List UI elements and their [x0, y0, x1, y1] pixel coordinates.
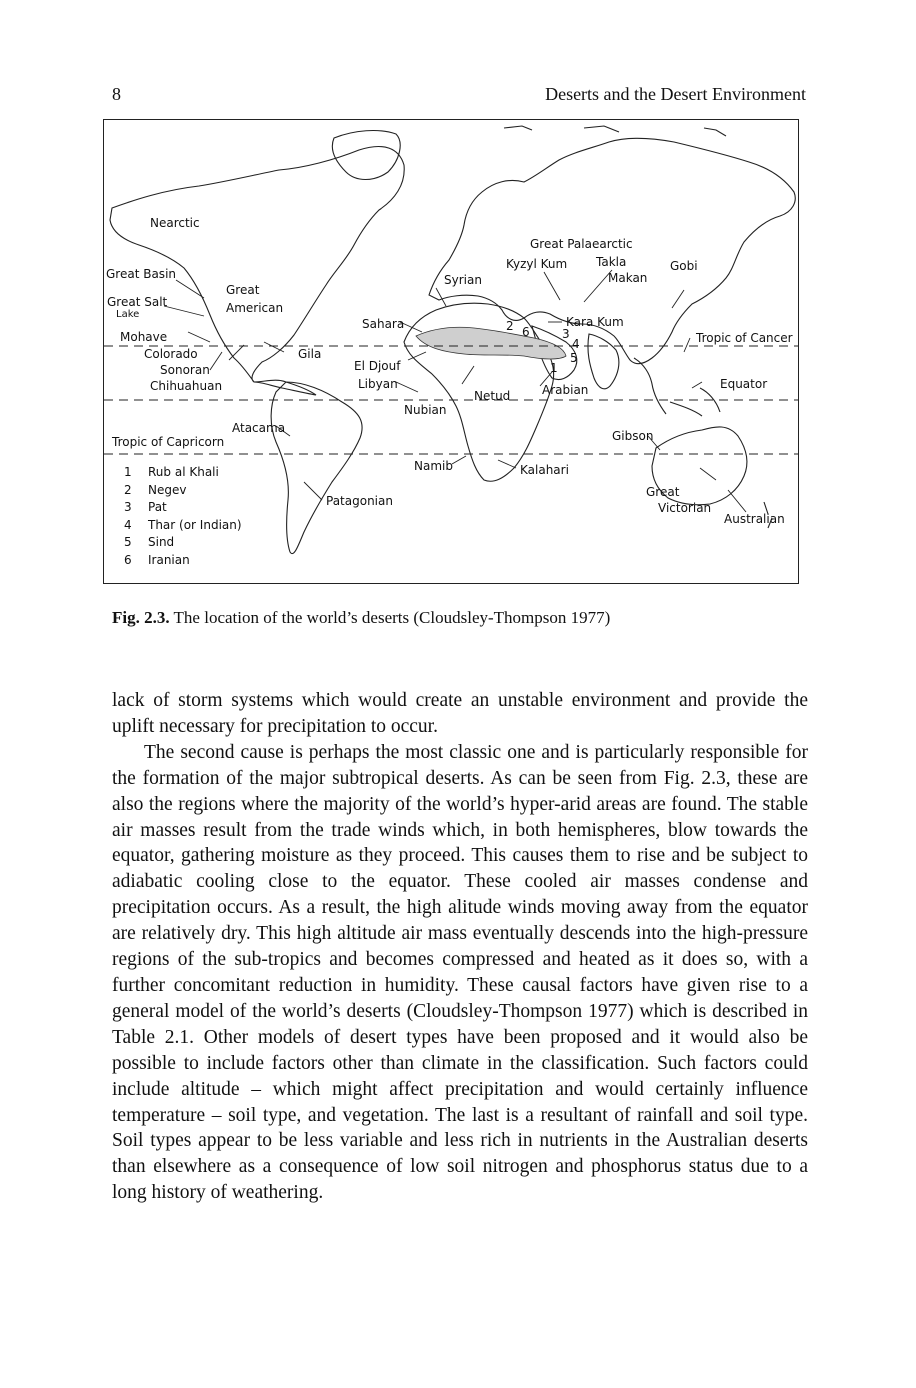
label-great-salt-lake-1: Great Salt	[107, 295, 168, 309]
world-map	[104, 120, 799, 584]
figure-caption-text: The location of the world’s deserts (Cloudsley-Thompson 1977)	[169, 608, 611, 627]
label-great-american-2: American	[226, 301, 284, 315]
label-libyan: Libyan	[358, 377, 398, 391]
label-great-basin: Great Basin	[106, 267, 177, 281]
label-great-palaearctic: Great Palaearctic	[530, 237, 633, 251]
label-tropic-of-cancer: Tropic of Cancer	[696, 331, 793, 345]
label-sahara: Sahara	[362, 317, 405, 331]
desert-shading	[416, 327, 566, 359]
legend-num: 6	[124, 553, 132, 567]
legend-name: Negev	[148, 483, 187, 497]
legend-name: Sind	[148, 535, 175, 549]
label-equator: Equator	[720, 377, 768, 391]
label-australian: Australian	[724, 512, 785, 526]
legend-name: Thar (or Indian)	[148, 518, 242, 532]
label-tropic-of-capricorn: Tropic of Capricorn	[112, 435, 225, 449]
label-great-american-1: Great	[226, 283, 260, 297]
south-america-outline	[271, 382, 362, 554]
figure-number: Fig. 2.3.	[112, 608, 170, 627]
label-sonoran: Sonoran	[160, 363, 210, 377]
label-desert-2: 2	[506, 319, 514, 333]
india-outline	[588, 334, 619, 389]
legend-num: 1	[124, 465, 132, 479]
legend-num: 2	[124, 483, 132, 497]
label-kyzyl-kum: Kyzyl Kum	[506, 257, 568, 271]
legend-name: Iranian	[148, 553, 190, 567]
desert-legend	[124, 465, 242, 567]
label-desert-6: 6	[522, 325, 530, 339]
label-desert-3: 3	[562, 327, 570, 341]
label-great-salt-lake-2: Lake	[116, 309, 140, 320]
label-colorado: Colorado	[144, 347, 198, 361]
label-arabian: Arabian	[542, 383, 589, 397]
legend-name: Rub al Khali	[148, 465, 219, 479]
label-makan: Makan	[608, 271, 648, 285]
label-desert-1: 1	[550, 361, 558, 375]
label-gila: Gila	[298, 347, 322, 361]
legend-num: 5	[124, 535, 132, 549]
label-syrian: Syrian	[444, 273, 482, 287]
legend-num: 3	[124, 500, 132, 514]
label-kalahari: Kalahari	[520, 463, 569, 477]
greenland-outline	[332, 131, 400, 180]
label-patagonian: Patagonian	[326, 494, 393, 508]
label-mohave: Mohave	[120, 330, 168, 344]
label-chihuahuan: Chihuahuan	[150, 379, 223, 393]
legend-num: 4	[124, 518, 132, 532]
label-netud: Netud	[474, 389, 511, 403]
label-nubian: Nubian	[404, 403, 447, 417]
label-atacama: Atacama	[232, 421, 286, 435]
page-number: 8	[112, 84, 121, 104]
southeast-asia-outline	[634, 358, 720, 416]
label-great-victorian-2: Victorian	[658, 501, 712, 515]
paragraph-2: The second cause is perhaps the most classic one and is particularly responsible for the formation of the major subtropical deserts. As can be seen from Fig. 2.3, these are also the regions where the majority of the world’s hyper-arid areas are found. The stable air masses result from the trade winds which, in both hemispheres, blow towards the equator, gathering moisture as they proceed. This causes them to rise and be subject to adiabatic cooling close to the equator. These cooled air masses condense and precipitation occurs. As a result, the high alitude winds moving away from the equator are relatively dry. This high altitude air mass eventually descends into the high-pressure regions of the sub-tropics and becomes compressed and heated as it does so, with a further concomitant reduction in humidity. These causal factors have given rise to a general model of the world’s deserts (Cloudsley-Thompson 1977) which is described in Table 2.1. Other models of desert types have been proposed and it would also be possible to include factors other than climate in the classification. Such factors could include altitude – which might affect precipitation and would certainly influence temperature – soil type, and vegetation. The last is a resultant of rainfall and soil type. Soil types appear to be less variable and less rich in nutrients in the Australian deserts than elsewhere as a consequence of low soil nitrogen and phosphorus status due to a long history of weathering.	[112, 741, 808, 1204]
label-gobi: Gobi	[670, 259, 698, 273]
label-namib: Namib	[414, 459, 453, 473]
running-title: Deserts and the Desert Environment	[545, 84, 806, 104]
label-nearctic: Nearctic	[150, 216, 200, 230]
label-takla: Takla	[596, 255, 627, 269]
label-desert-4: 4	[572, 337, 580, 351]
paragraph-1: lack of storm systems which would create an unstable environment and provide the uplift necessary for precipitation to occur.	[112, 690, 808, 737]
arctic-islands	[504, 126, 726, 136]
label-desert-5: 5	[570, 351, 578, 365]
label-gibson: Gibson	[612, 429, 654, 443]
label-great-victorian-1: Great	[646, 485, 680, 499]
body-text	[112, 688, 808, 1206]
running-head	[112, 84, 806, 108]
legend-name: Pat	[148, 500, 167, 514]
world-deserts-map-figure	[103, 119, 799, 584]
label-kara-kum: Kara Kum	[566, 315, 624, 329]
figure-caption	[112, 608, 812, 628]
label-el-djouf: El Djouf	[354, 359, 401, 373]
